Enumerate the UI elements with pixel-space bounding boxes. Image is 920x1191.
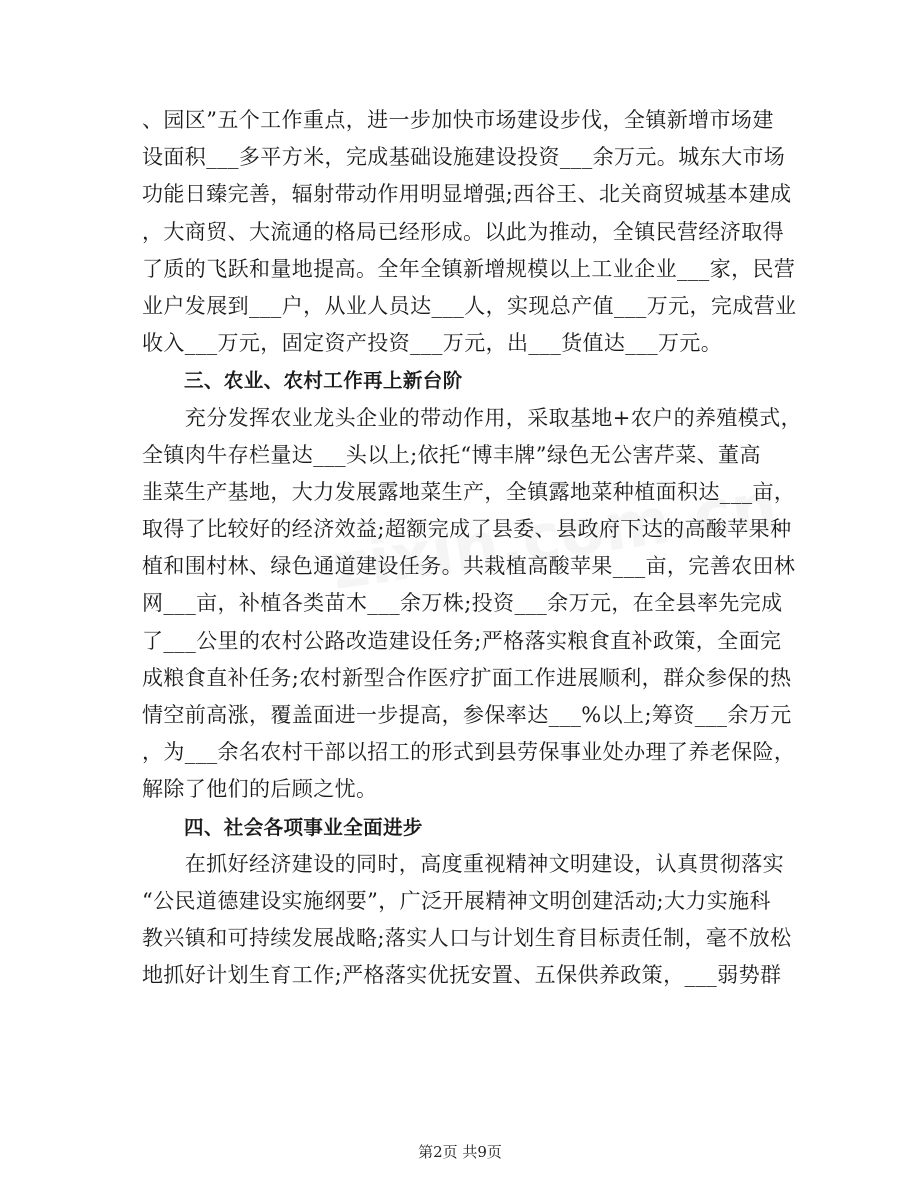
text-line: 收入___万元，固定资产投资___万元，出___货值达___万元。 — [142, 331, 723, 356]
text-line: 韭菜生产基地，大力发展露地菜生产，全镇露地菜种植面积达___亩， — [142, 479, 796, 504]
section-heading-4: 四、社会各项事业全面进步 — [184, 815, 423, 839]
text-line: 取得了比较好的经济效益;超额完成了县委、县政府下达的高酸苹果种 — [142, 517, 792, 542]
text-line: 解除了他们的后顾之忧。 — [142, 777, 378, 802]
text-line: 设面积___多平方米，完成基础设施建设投资___余万元。城东大市场 — [142, 145, 786, 170]
document-body — [142, 102, 802, 995]
section-heading-3: 三、农业、农村工作再上新台阶 — [184, 369, 463, 393]
text-line: 业户发展到___户，从业人员达___人，实现总产值___万元，完成营业 — [142, 293, 797, 318]
text-line: 了质的飞跃和量地提高。全年全镇新增规模以上工业企业___家，民营 — [142, 256, 796, 281]
text-line: 植和围村林、绿色通道建设任务。共栽植高酸苹果___亩，完善农田林 — [142, 554, 796, 579]
text-line: 教兴镇和可持续发展战略;落实人口与计划生育目标责任制，毫不放松 — [142, 926, 792, 951]
text-line: 地抓好计划生育工作;严格落实优抚安置、五保供养政策，___弱势群 — [142, 963, 782, 988]
text-line: ，大商贸、大流通的格局已经形成。以此为推动，全镇民营经济取得 — [142, 219, 784, 244]
text-line: 全镇肉牛存栏量达___头以上;依托“博丰牌”绿色无公害芹菜、董高 — [142, 442, 761, 467]
text-line: 了___公里的农村公路改造建设任务;严格落实粮食直补政策，全面完 — [142, 628, 782, 653]
text-line: 网___亩，补植各类苗木___余万株;投资___余万元，在全县率先完成 — [142, 591, 783, 616]
text-line: 、园区”五个工作重点，进一步加快市场建设步伐，全镇新增市场建 — [142, 108, 774, 132]
text-line: ，为___余名农村干部以招工的形式到县劳保事业处办理了养老保险， — [142, 740, 796, 765]
text-line: 在抓好经济建设的同时，高度重视精神文明建设，认真贯彻落实 — [142, 851, 784, 876]
text-line: 情空前高涨，覆盖面进一步提高，参保率达___%以上;筹资___余万元 — [142, 703, 792, 727]
text-line: 充分发挥农业龙头企业的带动作用，采取基地+农户的养殖模式， — [142, 405, 802, 430]
page-footer: 第2页 共9页 — [418, 1143, 502, 1161]
text-line: 成粮食直补任务;农村新型合作医疗扩面工作进展顺利，群众参保的热 — [142, 665, 792, 690]
text-line: “公民道德建设实施纲要”，广泛开展精神文明创建活动;大力实施科 — [142, 888, 771, 913]
text-line: 功能日臻完善，辐射带动作用明显增强;西谷王、北关商贸城基本建成 — [142, 182, 792, 207]
